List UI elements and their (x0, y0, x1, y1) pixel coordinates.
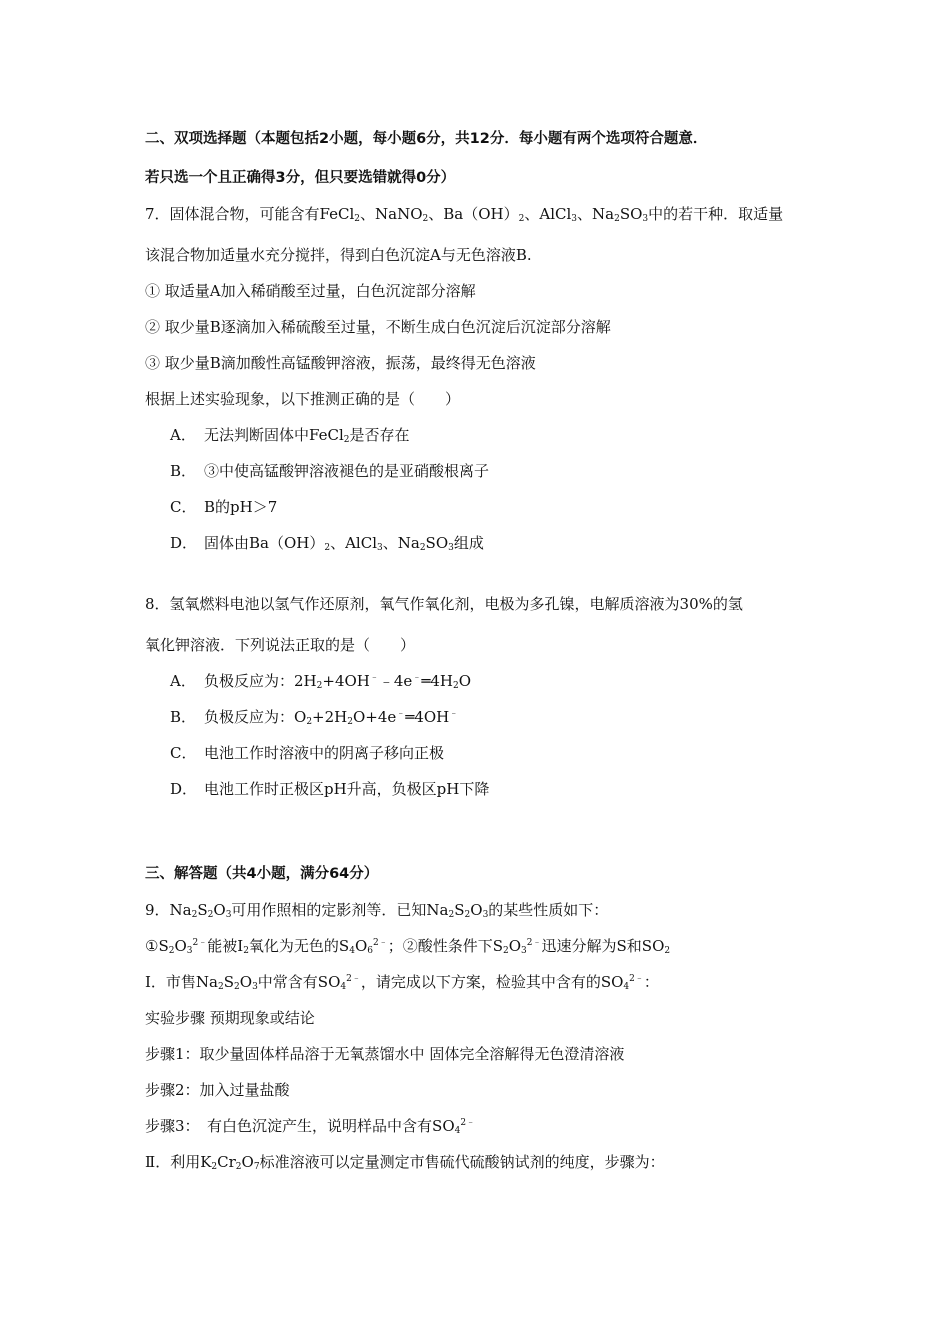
q9-step2: 步骤2：加入过量盐酸 (145, 1081, 290, 1099)
q8-option-a: A． 负极反应为：$2H_2+4OH^﹣﹣4e^﹣═4H_2O$ (170, 672, 472, 691)
q7-option-d: D． 固体由$Ba(OH)_2$、AlCl$_3$、$Na_2SO_3$组成 (170, 534, 484, 553)
q9-step1: 步骤1：取少量固体样品溶于无氧蒸馏水中 固体完全溶解得无色澄清溶液 (145, 1045, 625, 1063)
q8-option-c: C． 电池工作时溶液中的阴离子移向正极 (170, 744, 445, 762)
q8-option-d: D． 电池工作时正极区pH升高，负极区pH下降 (170, 780, 490, 798)
section2-title-line1: 二、双项选择题（本题包括2小题，每小题6分，共12分．每小题有两个选项符合题意． (145, 131, 708, 147)
q9-line1: 9．$Na_2S_2O_3$可用作照相的定影剂等．已知$Na_2S_2O_3$的某些性质如下： (145, 901, 609, 920)
q7-question: 根据上述实验现象，以下推测正确的是（ ） (145, 390, 461, 408)
q7-option-c: C． B的pH＞7 (170, 498, 278, 516)
q9-step3: 步骤3： 有白色沉淀产生，说明样品中含有$SO_4^{2﹣}$ (145, 1117, 476, 1136)
q7-step3: ③ 取少量B滴加酸性高锰酸钾溶液，振荡，最终得无色溶液 (145, 354, 536, 372)
q7-line1: 7．固体混合物，可能含有FeCl$_2$、NaNO$_2$、$Ba(OH)_2$、AlCl$_3$、$Na_2SO_3$中的若干种．取适量 (145, 205, 784, 224)
q7-step1: ① 取适量A加入稀硝酸至过量，白色沉淀部分溶解 (145, 282, 476, 300)
q9-properties: $①S_2O_3^{2﹣}$能被$I_2$氧化为无色的$S_4O_6^{2﹣}$；②酸性条件下$S_2O_3^{2﹣}$迅速分解为S和$SO_2$ (145, 937, 671, 956)
q7-option-a: A． 无法判断固体中FeCl$_2$是否存在 (170, 426, 410, 445)
q7-option-b: B． ③中使高锰酸钾溶液褪色的是亚硝酸根离子 (170, 462, 490, 480)
q8-option-b: B． 负极反应为：$O_2+2H_2O+4e^﹣═4OH^﹣$ (170, 708, 459, 727)
q9-table-header: 实验步骤 预期现象或结论 (145, 1009, 315, 1027)
q7-line2: 该混合物加适量水充分搅拌，得到白色沉淀A与无色溶液B. (145, 246, 532, 264)
section3-title: 三、解答题（共4小题，满分64分） (145, 866, 379, 882)
q9-part2-intro: Ⅱ．利用$K_2Cr_2O_7$标准溶液可以定量测定市售硫代硫酸钠试剂的纯度，步骤为： (145, 1153, 665, 1172)
q9-part1-intro: Ⅰ．市售$Na_2S_2O_3$中常含有$SO_4^{2﹣}$，请完成以下方案，检验其中含有的$SO_4^{2﹣}$： (145, 973, 659, 992)
q8-line1: 8．氢氧燃料电池以氢气作还原剂，氧气作氧化剂，电极为多孔镍，电解质溶液为30%的氢 (145, 595, 743, 613)
q8-line2: 氧化钾溶液．下列说法正取的是（ ） (145, 636, 416, 654)
q7-step2: ② 取少量B逐滴加入稀硫酸至过量，不断生成白色沉淀后沉淀部分溶解 (145, 318, 611, 336)
section2-title-line2: 若只选一个且正确得3分，但只要选错就得0分） (145, 170, 456, 186)
